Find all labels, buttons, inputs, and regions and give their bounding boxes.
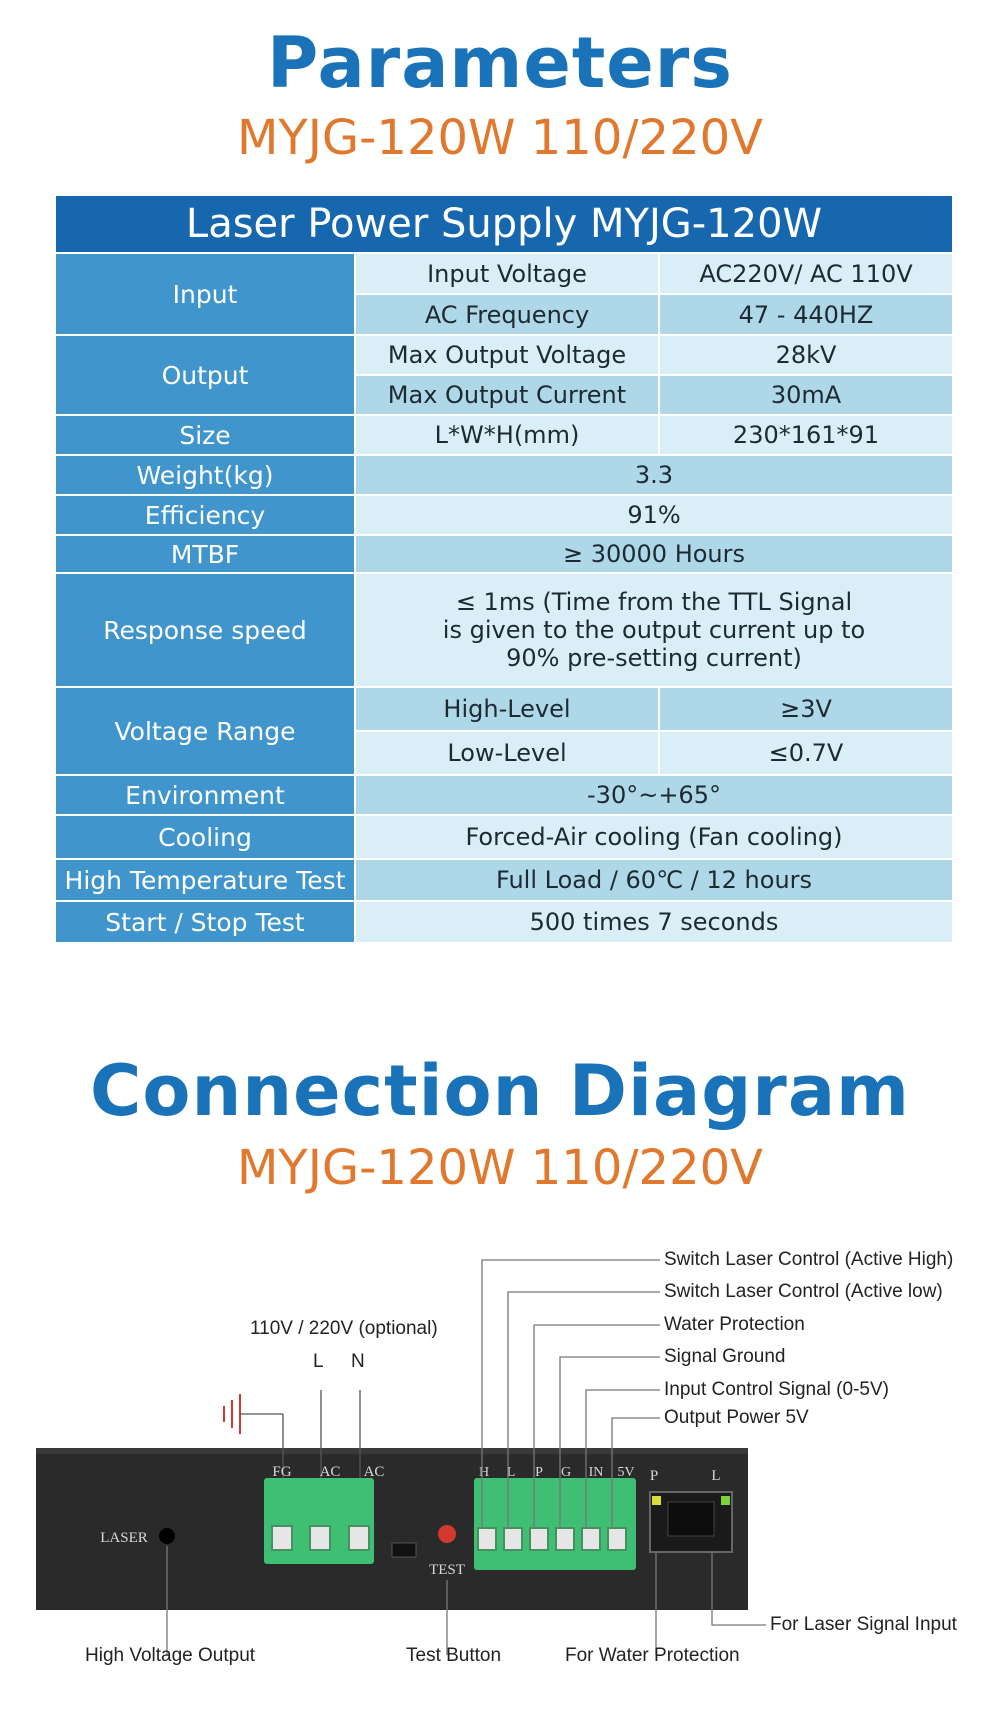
terminal-screw [272,1526,292,1550]
rj45-socket [668,1502,714,1536]
max-output-voltage-name: Max Output Voltage [356,336,660,374]
terminal-h-label: H [478,1465,490,1480]
water-protection-label: For Water Protection [565,1645,740,1666]
led-indicator [721,1496,730,1505]
cooling-value: Forced-Air cooling (Fan cooling) [356,816,952,858]
terminal-ac-label: AC [319,1464,341,1480]
callout-water-protection: Water Protection [664,1314,805,1335]
terminal-in-label: IN [588,1465,604,1480]
max-output-current-name: Max Output Current [356,376,660,414]
callout-active-high: Switch Laser Control (Active High) [664,1249,954,1270]
input-voltage-value: AC220V/ AC 110V [660,254,952,293]
terminal-screw [530,1528,548,1550]
ground-symbol-icon [224,1394,240,1434]
start-stop-value: 500 times 7 seconds [356,902,952,942]
parameters-title: Parameters [267,22,733,104]
low-level-name: Low-Level [356,732,660,774]
laser-signal-label: For Laser Signal Input [770,1614,957,1635]
connection-title: Connection Diagram [90,1050,910,1132]
terminal-screw [556,1528,574,1550]
row-label-high-temp: High Temperature Test [56,860,356,900]
high-temp-value: Full Load / 60℃ / 12 hours [356,860,952,900]
connection-subtitle: MYJG-120W 110/220V [237,1140,763,1196]
terminal-ac-label: AC [363,1464,385,1480]
weight-value: 3.3 [356,456,952,494]
terminal-block-mains [264,1478,374,1564]
max-output-current-value: 30mA [660,376,952,414]
test-button-label: Test Button [406,1645,502,1666]
row-label-cooling: Cooling [56,816,356,858]
row-label-response: Response speed [56,574,356,686]
terminal-screw [478,1528,496,1550]
parameters-subtitle: MYJG-120W 110/220V [237,110,763,166]
terminal-screw [504,1528,522,1550]
terminal-g-label: G [560,1465,572,1480]
terminal-l-label: L [506,1465,516,1480]
max-output-voltage-value: 28kV [660,336,952,374]
power-supply-panel [36,1448,748,1610]
size-value: 230*161*91 [660,416,952,454]
efficiency-value: 91% [356,496,952,534]
row-label-environment: Environment [56,776,356,814]
rj45-l-label: L [711,1468,721,1484]
callout-active-low: Switch Laser Control (Active low) [664,1281,943,1302]
row-label-size: Size [56,416,356,454]
panel-top-edge [36,1448,748,1454]
terminal-screw [349,1526,369,1550]
l-label: L [313,1351,324,1372]
terminal-screw [310,1526,330,1550]
ac-frequency-name: AC Frequency [356,295,660,334]
row-label-output: Output [56,336,356,414]
terminal-fg-label: FG [272,1464,292,1480]
callout-input-control: Input Control Signal (0-5V) [664,1379,889,1400]
response-line: is given to the output current up to [442,616,866,644]
small-switch [392,1543,416,1557]
size-name: L*W*H(mm) [356,416,660,454]
terminal-screw [608,1528,626,1550]
laser-label: LASER [100,1530,148,1546]
mains-label: 110V / 220V (optional) [250,1318,438,1339]
callout-signal-ground: Signal Ground [664,1346,786,1367]
row-label-efficiency: Efficiency [56,496,356,534]
high-voltage-output-label: High Voltage Output [85,1645,256,1666]
callout-output-power: Output Power 5V [664,1407,809,1428]
input-voltage-name: Input Voltage [356,254,660,293]
rj45-p-label: P [649,1468,659,1484]
high-level-value: ≥3V [660,688,952,730]
row-label-mtbf: MTBF [56,536,356,572]
test-label: TEST [429,1562,465,1578]
table-header: Laser Power Supply MYJG-120W [56,196,952,252]
low-level-value: ≤0.7V [660,732,952,774]
terminal-screw [582,1528,600,1550]
row-label-input: Input [56,254,356,334]
response-line: 90% pre-setting current) [506,644,802,672]
row-label-weight: Weight(kg) [56,456,356,494]
high-level-name: High-Level [356,688,660,730]
row-label-start-stop: Start / Stop Test [56,902,356,942]
n-label: N [351,1351,365,1372]
mtbf-value: ≥ 30000 Hours [356,536,952,572]
terminal-5v-label: 5V [617,1465,635,1480]
test-button [438,1525,456,1543]
row-label-voltage-range: Voltage Range [56,688,356,774]
response-line: ≤ 1ms (Time from the TTL Signal [455,588,853,616]
terminal-p-label: P [535,1465,543,1480]
laser-output-port [159,1528,175,1544]
ac-frequency-value: 47 - 440HZ [660,295,952,334]
environment-value: -30°~+65° [356,776,952,814]
led-indicator [652,1496,661,1505]
